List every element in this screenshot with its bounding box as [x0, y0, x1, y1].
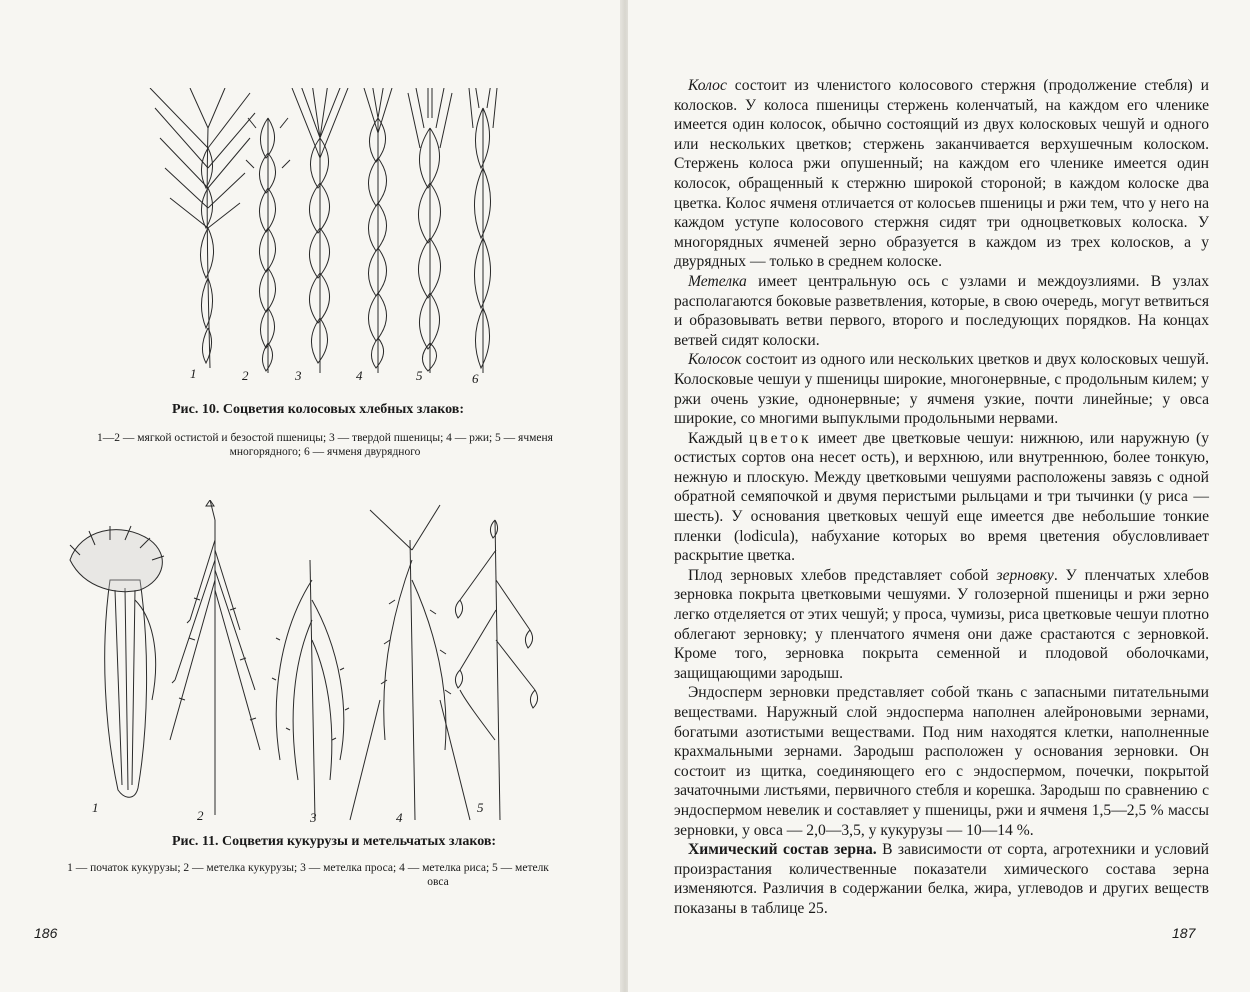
spike-2 — [246, 118, 290, 373]
paragraph-tsvetok — [674, 429, 1209, 566]
figure-11-label-4: 4 — [396, 810, 403, 825]
paragraph-plod — [674, 566, 1209, 684]
figure-11-label-1: 1 — [92, 800, 99, 815]
figure-11-label-3: 3 — [310, 810, 317, 825]
spike-5 — [408, 88, 452, 373]
paragraph-tsvetok-prefix: Каждый — [688, 429, 750, 447]
figure-11-caption-line-1: 1 — початок кукурузы; 2 — метелка кукурузы; 3 — метелка проса; 4 — метелка риса; 5 — метелк — [67, 862, 549, 874]
paragraph-kolos-text: состоит из членистого колосового стержня (продолжение стебля) и колосков. У колоса пшеницы стержень коленчатый, на каждом его членике имеется один колосок, обычно состоящий из двух колосковых чешуй и одного или нескольких цветков; стержень заканчивается верхушечным колоском. Стержень колоса ржи опушенный; на каждом его членике имеется один колосок, обращенный к стержню широкой стороной; в каждом колоске два цветка. Колос ячменя отличается от колосьев пшеницы и ржи тем, что у него на каждом уступе колосового стержня сидят три одноцветковых колоска. У многорядных ячменей зерно образуется в каждом из трех колосков, а у двурядных — только в среднем колоске. — [674, 77, 1209, 271]
term-kolos: Колос — [688, 77, 727, 94]
paragraph-kolosok-text: состоит из одного или нескольких цветков и двух колосковых чешуй. Колосковые чешуи у пшеницы широкие, многонервные, с продольным килем; у ржи очень узкие, однонервные; у ячменя узкие, почти линейные; у овса широкие, со многими выпуклыми продольными нервами. — [674, 351, 1209, 428]
figure-10-label-6: 6 — [472, 371, 479, 386]
figure-10-caption — [40, 431, 610, 459]
right-page-body-text — [674, 76, 1209, 919]
paragraph-endosperm: Эндосперм зерновки представляет собой ткань с запасными питательными веществами. Наружный слой эндосперма наполнен алейроновыми зернами, богатыми азотистыми веществами. Под ним находятся клетки, наполненные крахмальными зернами. Зародыш расположен у основания зерновки. Он состоит из щитка, соединяющего его с эндоспермом, почечки, покрытой зачаточными листьями, первичного стебля и корешка. Зародыш по сравнению с эндоспермом невелик и составляет у пшеницы, ржи и ячменя 1,5—2,5 % массы зерновки, у овса — 2,0—3,5, у кукурузы — 10—14 %. — [674, 684, 1209, 839]
term-kolosok: Колосок — [688, 351, 742, 369]
figure-11-panicles-illustration — [40, 500, 540, 825]
paragraph-metelka-text: имеет центральную ось с узлами и междоузлиями. В узлах располагаются боковые разветвления, которые, в свою очередь, могут ветвиться и образовывать ветви первого, второго и последующих порядков. На концах ветвей сидят колоски. — [674, 272, 1209, 349]
term-tsvetok: цветок — [749, 429, 812, 447]
spike-4 — [364, 88, 392, 373]
page-number-left: 186 — [34, 925, 58, 941]
heading-chemical-composition: Химический состав зерна. — [688, 841, 877, 859]
figure-11-title: Рис. 11. Соцветия кукурузы и метельчатых злаков: — [172, 834, 497, 849]
paragraph-kolosok — [674, 350, 1209, 428]
millet-panicle — [272, 560, 349, 820]
paragraph-plod-text: . У пленчатых хлебов зерновка покрыта цветковыми чешуями. У голозерной пшеницы и ржи зерно легко отделяется от этих чешуй; у проса, чумизы, риса цветковые чешуи плотно облегают зерновку; у пленчатого ячменя они даже срастаются с зерновкой. Кроме того, зерновка покрыта семенной и плодовой оболочками, защищающими зародыш. — [674, 566, 1209, 682]
figure-11-caption — [28, 861, 588, 889]
figure-10-label-1: 1 — [190, 366, 197, 381]
figure-10-caption-line-2: многорядного; 6 — ячменя двурядного — [229, 446, 421, 458]
paragraph-plod-prefix: Плод зерновых хлебов представляет собой — [688, 566, 997, 584]
figure-11-label-2: 2 — [197, 808, 204, 823]
spike-6 — [469, 88, 497, 373]
term-zernovka: зерновку — [996, 566, 1054, 584]
figure-11-label-5: 5 — [477, 800, 484, 815]
rice-panicle — [350, 505, 470, 820]
paragraph-kolos — [674, 76, 1209, 272]
paragraph-tsvetok-text: имеет две цветковые чешуи: нижнюю, или наружную (у остистых сортов она несет ость), и верхнюю, или внутреннюю, более тонкую, нежную и плоскую. Между цветковыми чешуями расположены завязь с одной обратной семяпочкой и двумя перистыми рыльцами и три тычинки (у риса — шесть). У основания цветковых чешуй еще имеется две небольшие тонкие пленки (lodicula), набухание которых во время цветения обусловливает раскрытие цветка. — [674, 429, 1210, 565]
figure-10-title: Рис. 10. Соцветия колосовых хлебных злаков: — [172, 402, 465, 417]
corn-cob — [70, 526, 164, 797]
corn-tassel — [170, 500, 260, 815]
page-number-right: 187 — [1172, 925, 1196, 941]
figure-10-caption-line-1: 1—2 — мягкой остистой и безостой пшеницы; 3 — твердой пшеницы; 4 — ржи; 5 — ячменя — [97, 432, 553, 444]
paragraph-chemical-composition — [674, 840, 1209, 918]
oat-panicle — [455, 520, 537, 820]
figure-10-spikes-illustration — [140, 88, 510, 388]
figure-11-caption-line-2: овса — [427, 876, 449, 888]
paragraph-metelka — [674, 272, 1209, 350]
figure-10-label-3: 3 — [295, 368, 302, 383]
spike-3 — [292, 88, 348, 373]
figure-10-label-4: 4 — [356, 368, 363, 383]
spike-1 — [150, 88, 255, 368]
paragraph-chemical-composition-text: В зависимости от сорта, агротехники и условий произрастания количественные показатели химического состава зерна изменяются. Различия в содержании белка, жира, углеводов и других веществ показаны в таблице 25. — [674, 841, 1209, 917]
figure-10-label-5: 5 — [416, 368, 423, 383]
term-metelka: Метелка — [688, 272, 747, 290]
figure-10-label-2: 2 — [242, 368, 249, 383]
